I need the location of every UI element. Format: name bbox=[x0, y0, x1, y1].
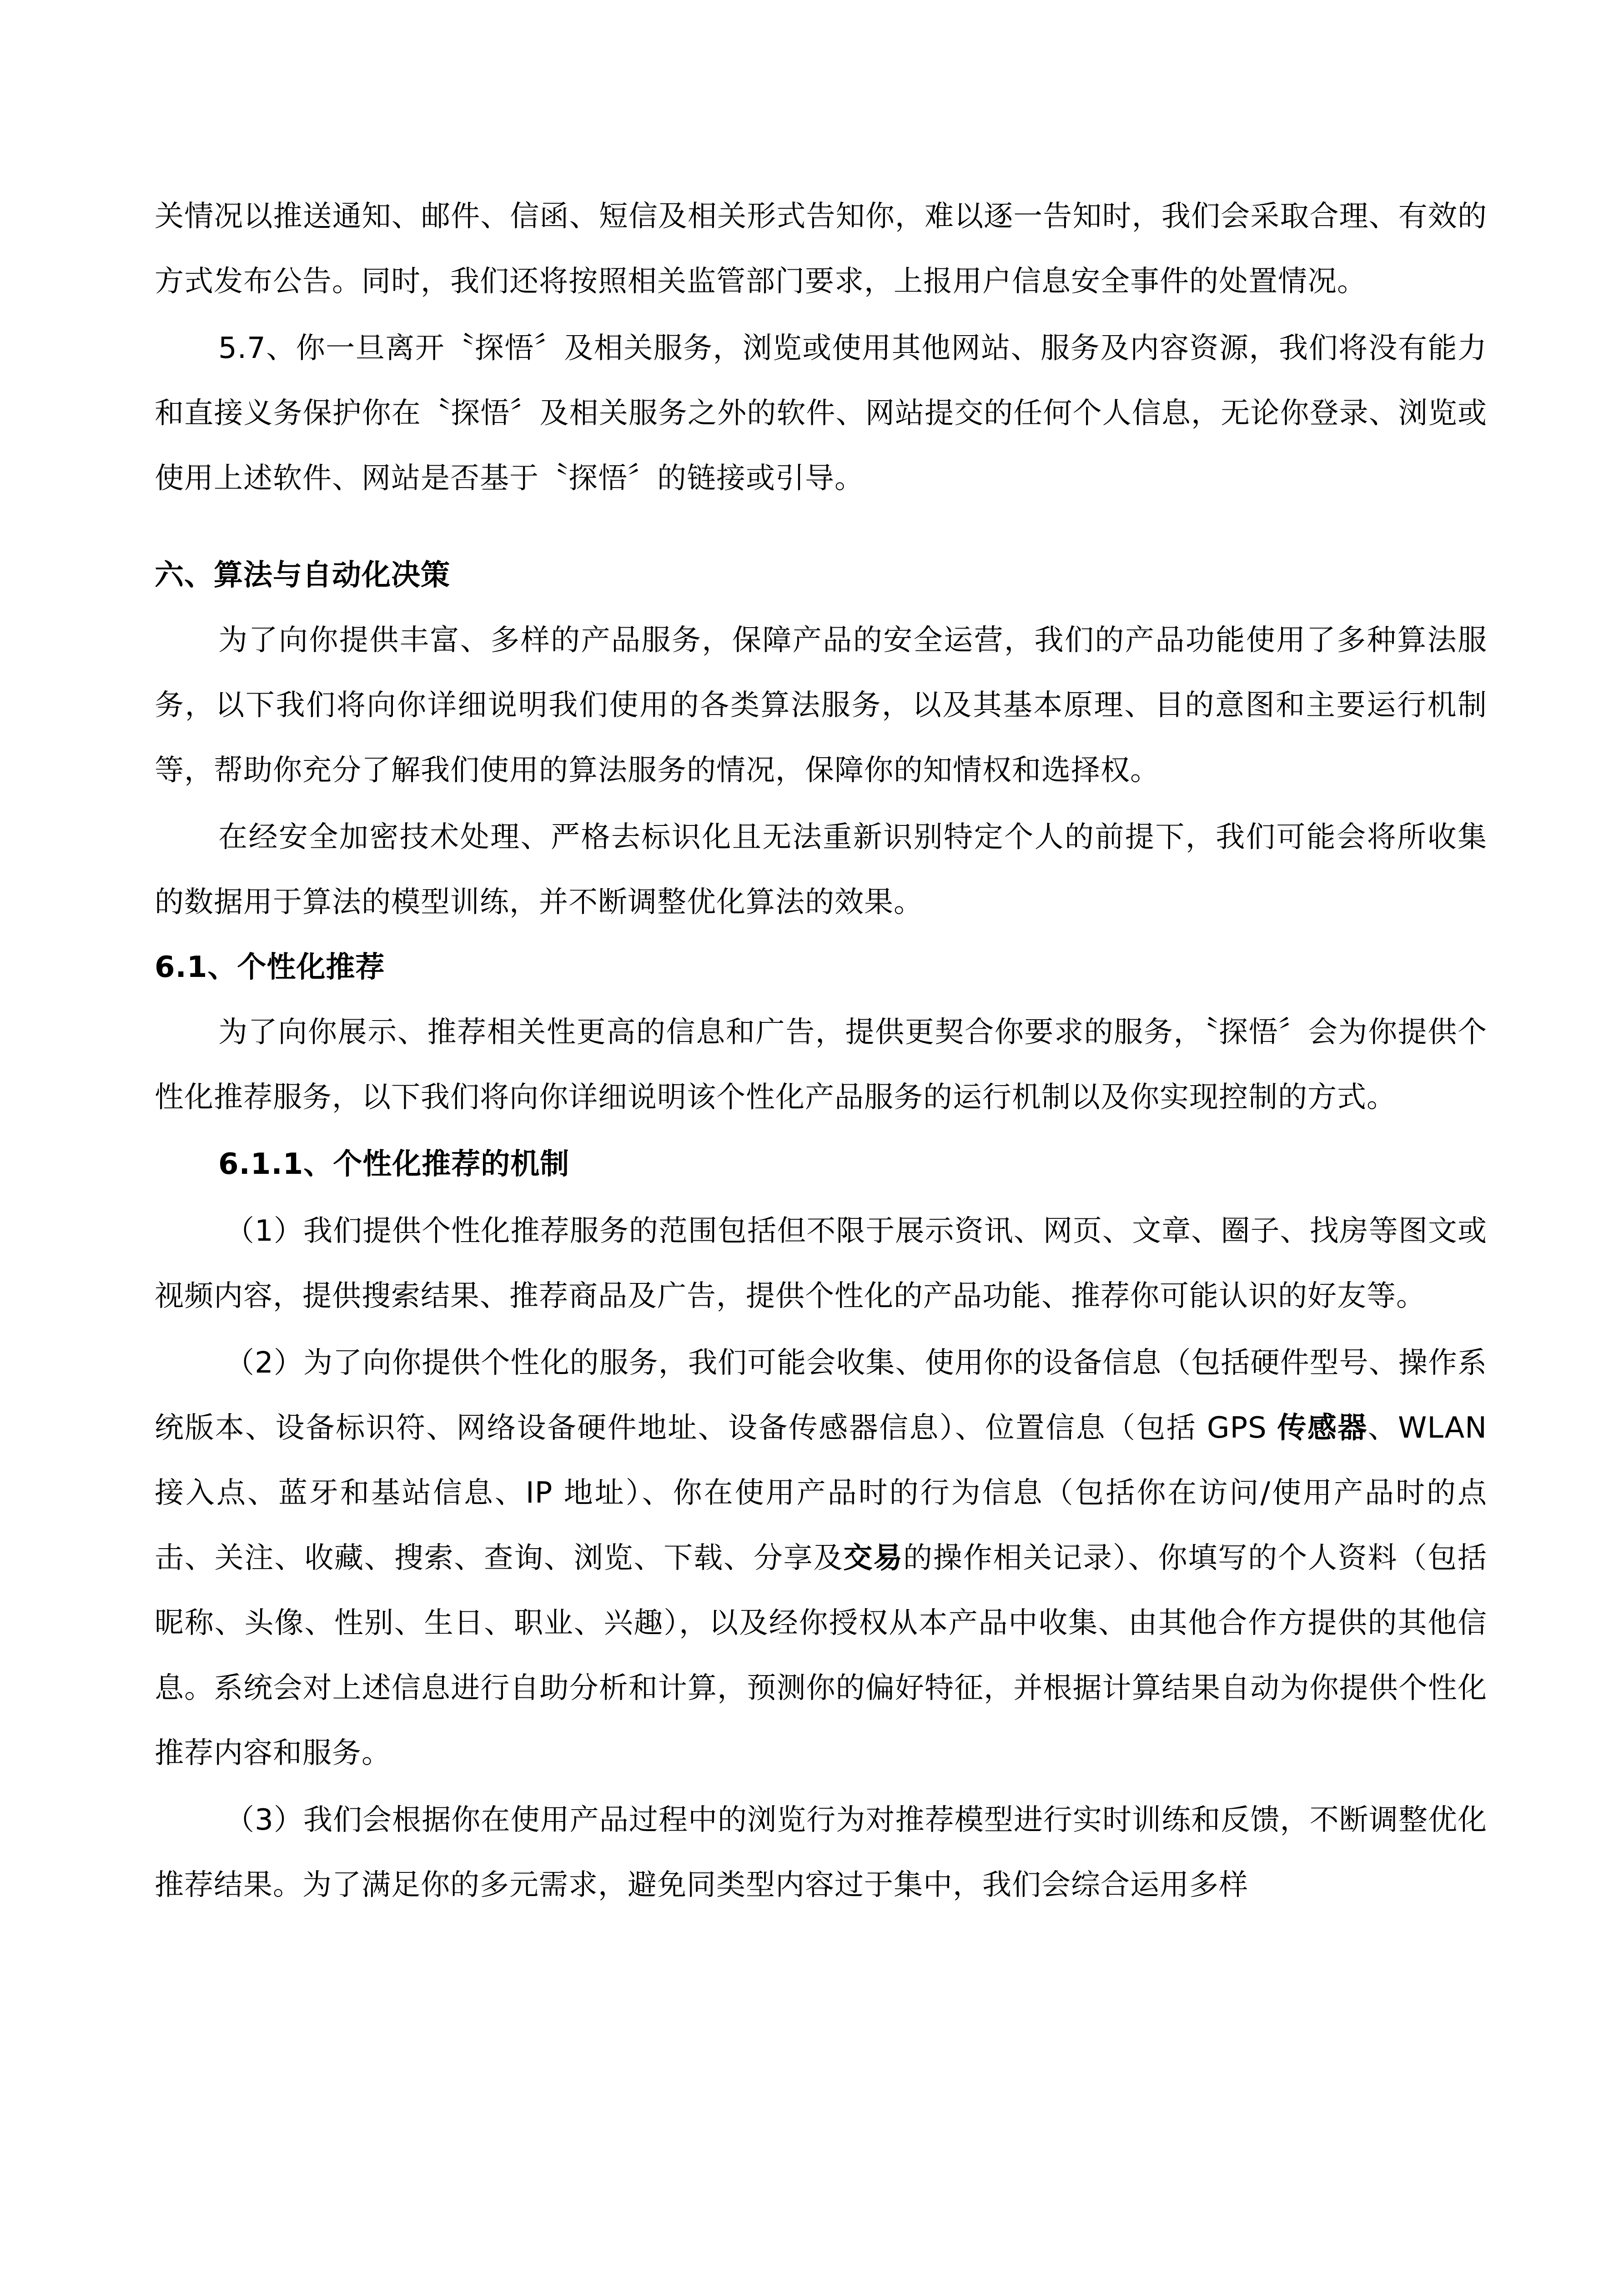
section-6-heading: 六、算法与自动化决策 bbox=[155, 558, 450, 592]
item-2-bold-sensor: 传感器 bbox=[1277, 1411, 1368, 1445]
paragraph-item-1: （1）我们提供个性化推荐服务的范围包括但不限于展示资讯、网页、文章、圈子、找房等图文或视频内容，提供搜索结果、推荐商品及广告，提供个性化的产品功能、推荐你可能认识的好友等。 bbox=[155, 1214, 1487, 1313]
section-6-1-1-heading: 6.1.1、个性化推荐的机制 bbox=[218, 1147, 570, 1181]
paragraph-model-training: 在经安全加密技术处理、严格去标识化且无法重新识别特定个人的前提下，我们可能会将所收集的数据用于算法的模型训练，并不断调整优化算法的效果。 bbox=[155, 820, 1487, 919]
item-2-text-c: 、WLAN 接入点、蓝牙和基站信息、IP 地址）、你在使用产品时的行为信息（包括你在访问/使用产品时的点击、关注、收藏、搜索、查询、浏览、下载、分享及 bbox=[155, 1411, 1488, 1575]
item-2-bold-transaction: 交易 bbox=[843, 1541, 904, 1575]
item-2-text-a: （2）为了向你提供个性化的服务，我们可能会收集、使用你的设备信息（包括硬件型号、操作系统版本、设备标识符、网络设备硬件地址、设备传感器信息）、位置信息（包括 GPS bbox=[155, 1346, 1487, 1445]
paragraph-5-6-continued: 关情况以推送通知、邮件、信函、短信及相关形式告知你，难以逐一告知时，我们会采取合理、有效的方式发布公告。同时，我们还将按照相关监管部门要求，上报用户信息安全事件的处置情况。 bbox=[155, 200, 1487, 298]
document-page bbox=[155, 184, 1487, 1918]
paragraph-personalized-intro: 为了向你展示、推荐相关性更高的信息和广告，提供更契合你要求的服务，〝探悟〞会为你提供个性化推荐服务，以下我们将向你详细说明该个性化产品服务的运行机制以及你实现控制的方式。 bbox=[155, 1016, 1487, 1114]
paragraph-item-2 bbox=[155, 1331, 1487, 1786]
paragraph-algorithm-intro: 为了向你提供丰富、多样的产品服务，保障产品的安全运营，我们的产品功能使用了多种算法服务，以下我们将向你详细说明我们使用的各类算法服务，以及其基本原理、目的意图和主要运行机制等，帮助你充分了解我们使用的算法服务的情况，保障你的知情权和选择权。 bbox=[155, 624, 1487, 787]
item-2-text-e: 的操作相关记录）、你填写的个人资料（包括昵称、头像、性别、生日、职业、兴趣），以及经你授权从本产品中收集、由其他合作方提供的其他信息。系统会对上述信息进行自助分析和计算，预测你的偏好特征，并根据计算结果自动为你提供个性化推荐内容和服务。 bbox=[155, 1541, 1488, 1770]
section-6-1-heading: 6.1、个性化推荐 bbox=[155, 951, 385, 984]
paragraph-5-7: 5.7、你一旦离开〝探悟〞及相关服务，浏览或使用其他网站、服务及内容资源，我们将没有能力和直接义务保护你在〝探悟〞及相关服务之外的软件、网站提交的任何个人信息，无论你登录、浏览或使用上述软件、网站是否基于〝探悟〞的链接或引导。 bbox=[155, 332, 1487, 495]
paragraph-item-3: （3）我们会根据你在使用产品过程中的浏览行为对推荐模型进行实时训练和反馈，不断调整优化推荐结果。为了满足你的多元需求，避免同类型内容过于集中，我们会综合运用多样 bbox=[155, 1803, 1487, 1902]
